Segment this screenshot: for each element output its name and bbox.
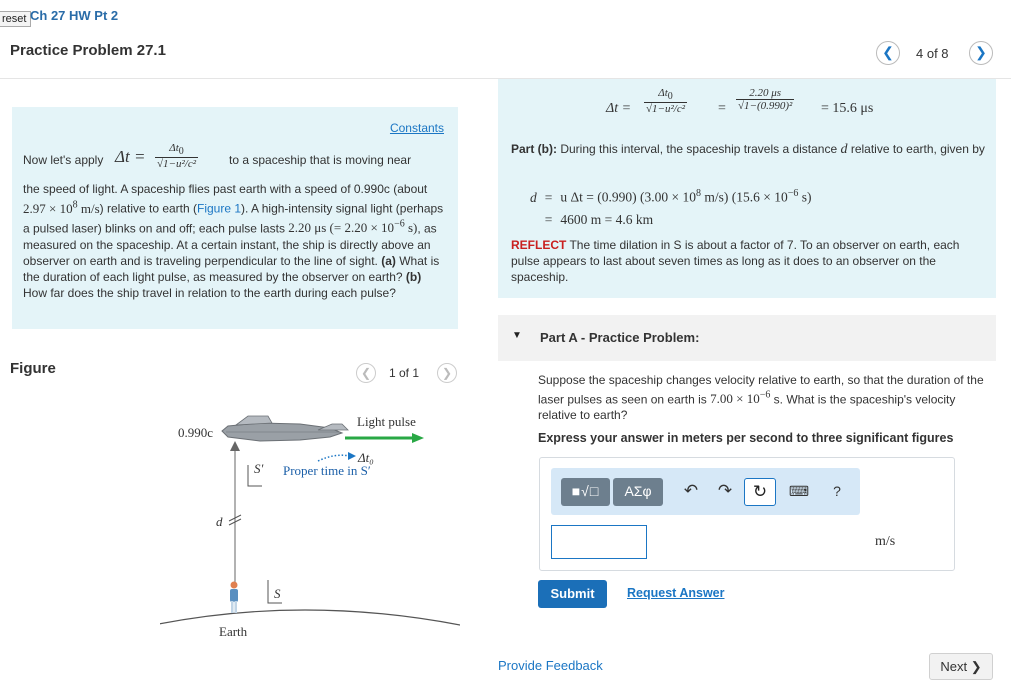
figure-next-button[interactable] xyxy=(437,363,457,383)
distance-line-1b: m/s) (15.6 × 10 xyxy=(701,189,788,205)
reset-field-button[interactable] xyxy=(744,478,776,506)
answer-input[interactable] xyxy=(551,525,647,559)
question-text-1: Suppose the spaceship changes velocity relative to earth, so that the duration of the laser pulses as seen on earth is xyxy=(538,373,984,407)
frame-s-label: S xyxy=(274,586,281,601)
top-bar xyxy=(0,0,1011,32)
intro-text: Now let's apply xyxy=(23,153,104,167)
assignment-title-link[interactable]: Ch 27 HW Pt 2 xyxy=(30,8,119,23)
figure-counter: 1 of 1 xyxy=(389,366,420,380)
delta-t0-label: Δt₀ xyxy=(358,450,374,465)
answer-units: m/s xyxy=(875,534,896,549)
figure-heading: Figure xyxy=(10,360,56,377)
question-text-2: s. What is the spaceship's velocity relative to earth? xyxy=(538,392,956,423)
next-button[interactable]: Next ❯ xyxy=(929,653,993,680)
help-button[interactable]: ? xyxy=(833,483,841,499)
keyboard-icon: ⌨ xyxy=(788,483,810,499)
problem-text xyxy=(23,181,448,302)
next-problem-button[interactable] xyxy=(969,41,993,65)
problem-counter: 4 of 8 xyxy=(916,46,949,61)
math-toolbar xyxy=(551,468,860,515)
figure-1-link[interactable]: Figure 1 xyxy=(197,201,242,216)
spaceship-figure xyxy=(160,400,460,650)
light-pulse-label: Light pulse xyxy=(357,414,416,429)
worked-solution-panel: Δt = $\frac{\Delta t_0}{\text{√1−u²/c²}}$ = $\frac{2.20 \mu s}{\text{√1−(0.990)²}}$ = 15.6 μs Part (b): During this interval, the spaceship travels a distance d relative to earth, given by d = u Δt = (0.990) ($3.00 \times 10^8$ m/s) ($15.6 \times 10^{-6}$ s) = 4600 m = 4.6 km REFLECT The time dilation in S is about a factor of 7. To an observer on earth, each pulse appears to last about seven times as long as it does to an observer on the spaceship. xyxy=(498,79,996,298)
provide-feedback-link[interactable]: Provide Feedback xyxy=(498,658,603,673)
redo-button[interactable] xyxy=(713,478,737,506)
caret-down-icon[interactable]: ▼ xyxy=(512,330,522,341)
reflect-body: The time dilation in S is about a factor of 7. To an observer on earth, each pulse appears to last about seven times as long as it does to an observer on the spaceship. xyxy=(511,238,960,284)
previous-problem-button[interactable] xyxy=(876,41,900,65)
chevron-right-icon: ❯ xyxy=(975,44,987,60)
spaceship-icon xyxy=(222,416,348,441)
speed-exponent: 8 xyxy=(72,199,78,211)
delta-t-symbol: Δt = xyxy=(115,147,146,166)
request-answer-link[interactable]: Request Answer xyxy=(627,586,725,600)
proper-time-label: Proper time in S′ xyxy=(283,463,371,478)
part-a-question xyxy=(538,372,994,423)
question-b-text: How far does the ship travel in relation to the earth during each pulse? xyxy=(23,286,396,301)
keyboard-button[interactable] xyxy=(787,478,811,506)
answer-panel xyxy=(539,457,955,571)
arrow-right-icon xyxy=(348,452,356,460)
statement-text-4: , as measured on the spaceship. At a certain instant, the ship is directly above an observer on earth and is traveling perpendicular to the line of sight. xyxy=(23,221,437,268)
part-b-text: Part (b): During this interval, the spaceship travels a distance d relative to earth, given by xyxy=(511,142,985,157)
arrow-up-icon xyxy=(230,441,240,451)
frame-s-prime-label: S′ xyxy=(254,461,264,476)
symbols-button[interactable]: ΑΣφ xyxy=(613,478,663,506)
part-a-title: Part A - Practice Problem: xyxy=(540,330,700,345)
constants-link[interactable]: Constants xyxy=(389,121,444,135)
chevron-right-icon: ❯ xyxy=(441,366,453,380)
question-exponent: −6 xyxy=(759,390,771,401)
distance-equation: d = u Δt = (0.990) ($3.00 \times 10^8$ m/s) ($15.6 \times 10^{-6}$ s) = 4600 m = 4.6 km xyxy=(526,183,816,231)
pulse-unit: s) xyxy=(404,220,418,236)
templates-button[interactable] xyxy=(561,478,610,506)
templates-icon: ■√□ xyxy=(571,483,600,499)
question-a-text: What is the duration of each light pulse, as measured by the observer on earth? xyxy=(23,253,440,285)
undo-button[interactable] xyxy=(679,478,703,506)
reflect-text xyxy=(511,237,986,285)
part-b-body-2: relative to earth, given by xyxy=(847,142,985,156)
distance-label: d xyxy=(216,514,223,529)
arrow-right-icon xyxy=(412,433,424,443)
distance-line-1c: s) xyxy=(798,189,812,205)
redo-icon: ↷ xyxy=(717,481,733,500)
part-b-body: During this interval, the spaceship travels a distance xyxy=(557,142,841,156)
statement-text-2: ) relative to earth ( xyxy=(99,201,198,216)
chevron-left-icon: ❮ xyxy=(882,44,894,60)
observer-person-icon xyxy=(230,582,238,614)
undo-icon: ↶ xyxy=(683,481,699,500)
part-a-header[interactable] xyxy=(498,315,996,361)
pulse-duration: 2.20 μs (= 2.20 × 10 xyxy=(288,220,395,236)
reflect-label: REFLECT xyxy=(511,238,567,252)
part-b-label: Part (b): xyxy=(511,142,557,156)
question-b-label: (b) xyxy=(405,270,422,285)
time-dilation-fraction: $\frac{\Delta t_0}{\text{√1−u²/c²}}$ xyxy=(157,142,197,171)
pulse-exponent: −6 xyxy=(394,218,405,230)
figure-previous-button[interactable] xyxy=(356,363,376,383)
speed-unit: m/s xyxy=(77,200,100,216)
page-title: Practice Problem 27.1 xyxy=(10,42,166,59)
apply-suffix-text: to a spaceship that is moving near xyxy=(229,153,412,167)
statement-text-1: the speed of light. A spaceship flies past earth with a speed of 0.990c (about xyxy=(23,182,428,196)
question-a-label: (a) xyxy=(381,253,396,268)
problem-statement-panel xyxy=(12,107,458,329)
reset-button[interactable]: reset xyxy=(0,11,31,27)
eq-numerator: 2.20 μs xyxy=(736,87,794,100)
refresh-icon: ↻ xyxy=(752,482,768,501)
submit-button[interactable]: Submit xyxy=(538,580,607,608)
earth-surface xyxy=(160,610,460,650)
distance-line-1a: u Δt = (0.990) (3.00 × 10 xyxy=(560,189,697,205)
statement-text-3: ). A high-intensity signal light (perhaps a pulsed laser) blinks on and off; each pulse lasts xyxy=(23,201,444,236)
chevron-left-icon: ❮ xyxy=(360,366,372,380)
apply-formula-row xyxy=(23,143,453,181)
speed-label: 0.990c xyxy=(178,425,214,440)
earth-label: Earth xyxy=(219,624,248,639)
question-value: 7.00 × 10 xyxy=(710,391,760,407)
distance-result: 4600 m = 4.6 km xyxy=(560,211,654,227)
speed-value: 2.97 × 10 xyxy=(23,200,73,216)
eq-result: = 15.6 μs xyxy=(821,101,874,116)
time-curve xyxy=(318,455,350,461)
answer-instruction: Express your answer in meters per second to three significant figures xyxy=(538,431,954,445)
